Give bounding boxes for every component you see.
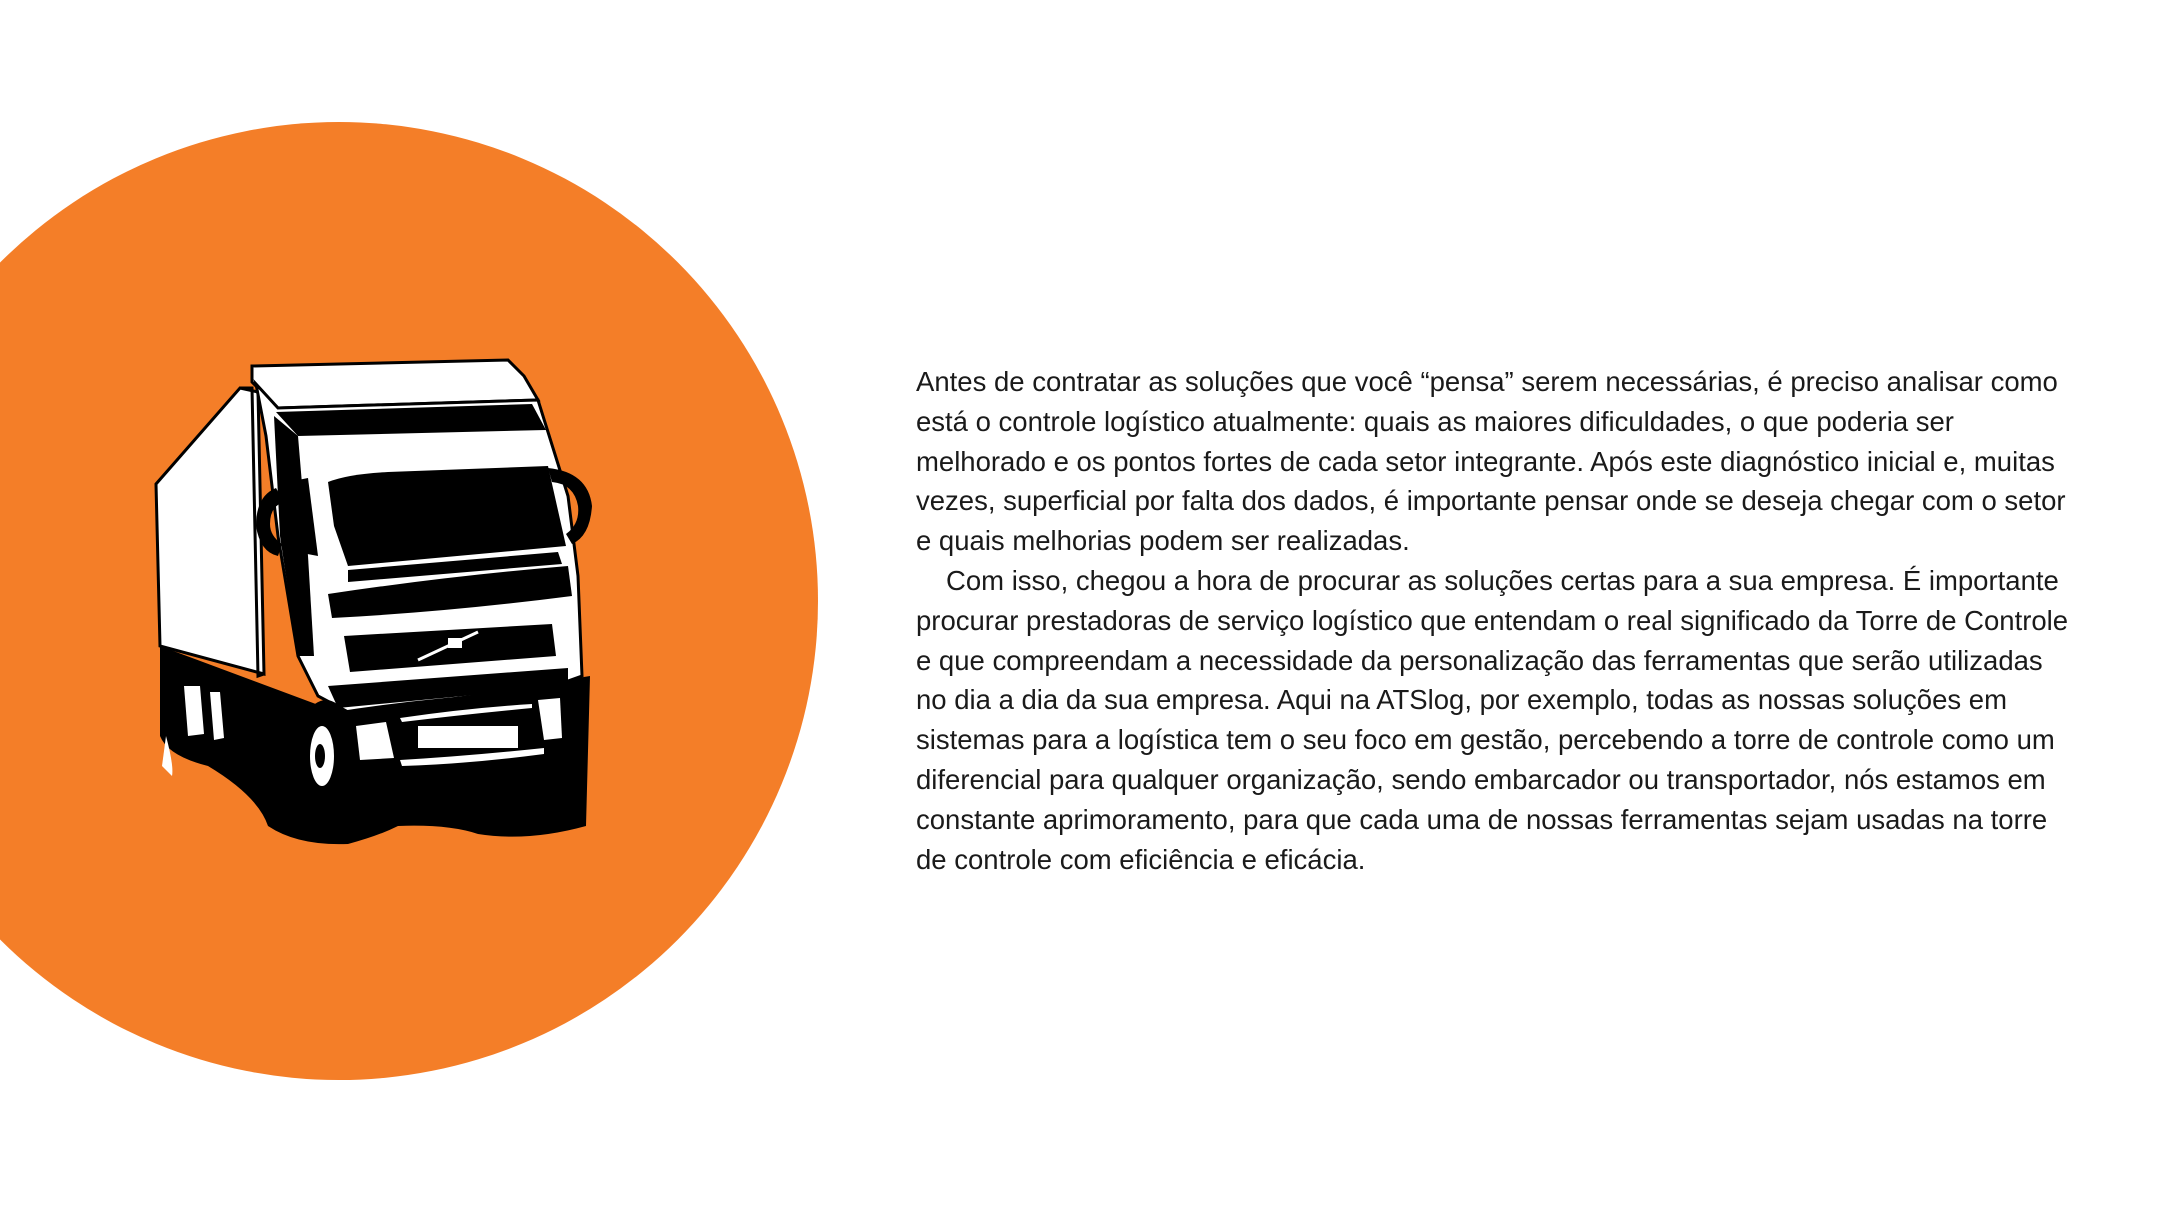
truck-icon: [148, 356, 608, 846]
paragraph-1: Antes de contratar as soluções que você “pensa” serem necessárias, é preciso analisar como está o controle logístico atualmente: quais as maiores dificuldades, o que poderia ser melhorado e os pontos fortes de cada setor integrante. Após este diagnóstico inicial e, muitas vezes, superficial por falta dos dados, é importante pensar onde se deseja chegar com o setor e quais melhorias podem ser realizadas.: [916, 366, 2066, 557]
paragraph-2: Com isso, chegou a hora de procurar as soluções certas para a sua empresa. É importante procurar prestadoras de serviço logístico que entendam o real significado da Torre de Controle e que compreendam a necessidade da personalização das ferramentas que serão utilizadas no dia a dia da sua empresa. Aqui na ATSlog, por exemplo, todas as nossas soluções em sistemas para a logística tem o seu foco em gestão, percebendo a torre de controle como um diferencial para qualquer organização, sendo embarcador ou transportador, nós estamos em constante aprimoramento, para que cada uma de nossas ferramentas sejam usadas na torre de controle com eficiência e eficácia.: [916, 564, 2069, 875]
body-text: [916, 362, 2076, 879]
